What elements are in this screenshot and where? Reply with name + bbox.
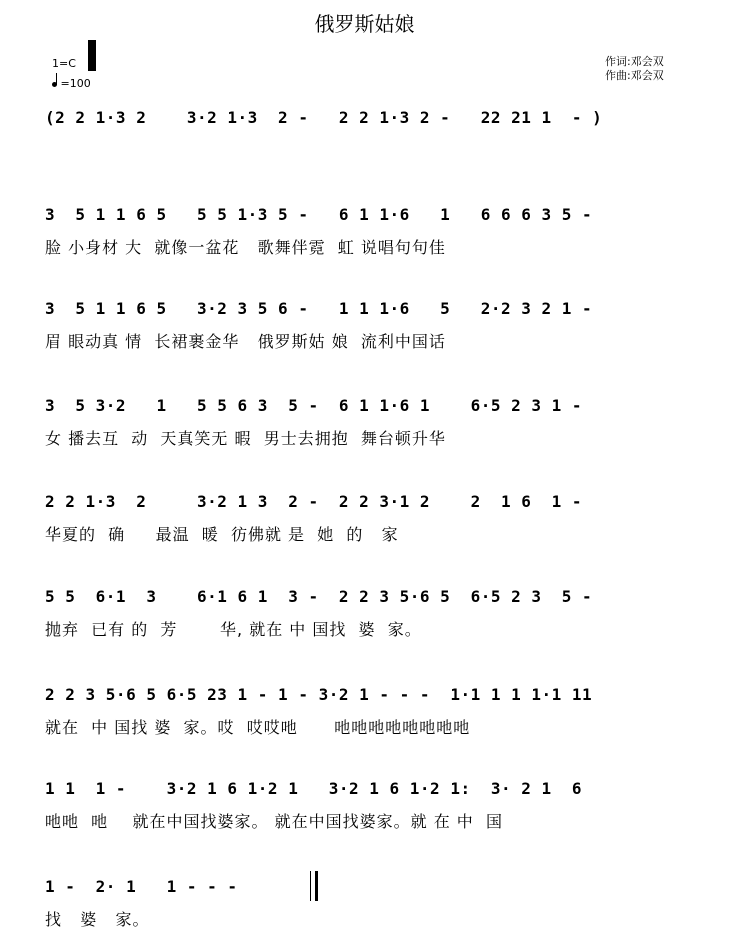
time-signature (88, 45, 95, 71)
notes-line: 1 1 1 - 3·2 1 6 1·2 1 3·2 1 6 1·2 1: 3· 2 1 6 (45, 779, 583, 798)
notes-line: 3 5 1 1 6 5 3·2 3 5 6 - 1 1 1·6 5 2·2 3 2 1 - (45, 299, 593, 318)
song-title: 俄罗斯姑娘 (314, 12, 415, 36)
notes-line: 3 5 1 1 6 5 5 5 1·3 5 - 6 1 1·6 1 6 6 6 3 5 - (45, 205, 593, 224)
composer: 作曲:邓会双 (605, 69, 664, 82)
lyric-line: 吔吔 吔 就在中国找婆家。 就在中国找婆家。就 在 中 国 (45, 812, 503, 831)
tempo-value: =100 (60, 77, 91, 90)
lyric-line: 就在 中 国找 婆 家。哎 哎哎吔 吔吔吔吔吔吔吔吔 (45, 718, 471, 737)
lyricist: 作词:邓会双 (605, 55, 664, 68)
lyric-line: 眉 眼动真 情 长裙裹金华 俄罗斯姑 娘 流利中国话 (45, 332, 446, 351)
tempo-marking (52, 77, 91, 90)
notes-line: 1 - 2· 1 1 - - - (45, 877, 238, 896)
lyric-line: 找 婆 家。 (45, 910, 150, 929)
notes-line: (2 2 1·3 2 3·2 1·3 2 - 2 2 1·3 2 - 22 21 1 - ) (45, 108, 603, 127)
notes-line: 2 2 3 5·6 5 6·5 23 1 - 1 - 3·2 1 - - - 1·1 1 1 1·1 11 (45, 685, 593, 704)
lyric-line: 华夏的 确 最温 暖 彷佛就 是 她 的 家 (45, 525, 399, 544)
notes-line: 3 5 3·2 1 5 5 6 3 5 - 6 1 1·6 1 6·5 2 3 1 - (45, 396, 583, 415)
final-barline (310, 871, 318, 901)
notes-line: 5 5 6·1 3 6·1 6 1 3 - 2 2 3 5·6 5 6·5 2 3 5 - (45, 587, 593, 606)
lyric-line: 脸 小身材 大 就像一盆花 歌舞伴霓 虹 说唱句句佳 (45, 238, 446, 257)
key-signature: 1=C (52, 57, 76, 70)
notes-line: 2 2 1·3 2 3·2 1 3 2 - 2 2 3·1 2 2 1 6 1 - (45, 492, 583, 511)
lyric-line: 女 播去互 动 天真笑无 暇 男士去拥抱 舞台顿升华 (45, 429, 446, 448)
lyric-line: 抛弃 已有 的 芳 华, 就在 中 国找 婆 家。 (45, 620, 422, 639)
quarter-note-icon (52, 82, 57, 87)
credits (605, 55, 664, 83)
